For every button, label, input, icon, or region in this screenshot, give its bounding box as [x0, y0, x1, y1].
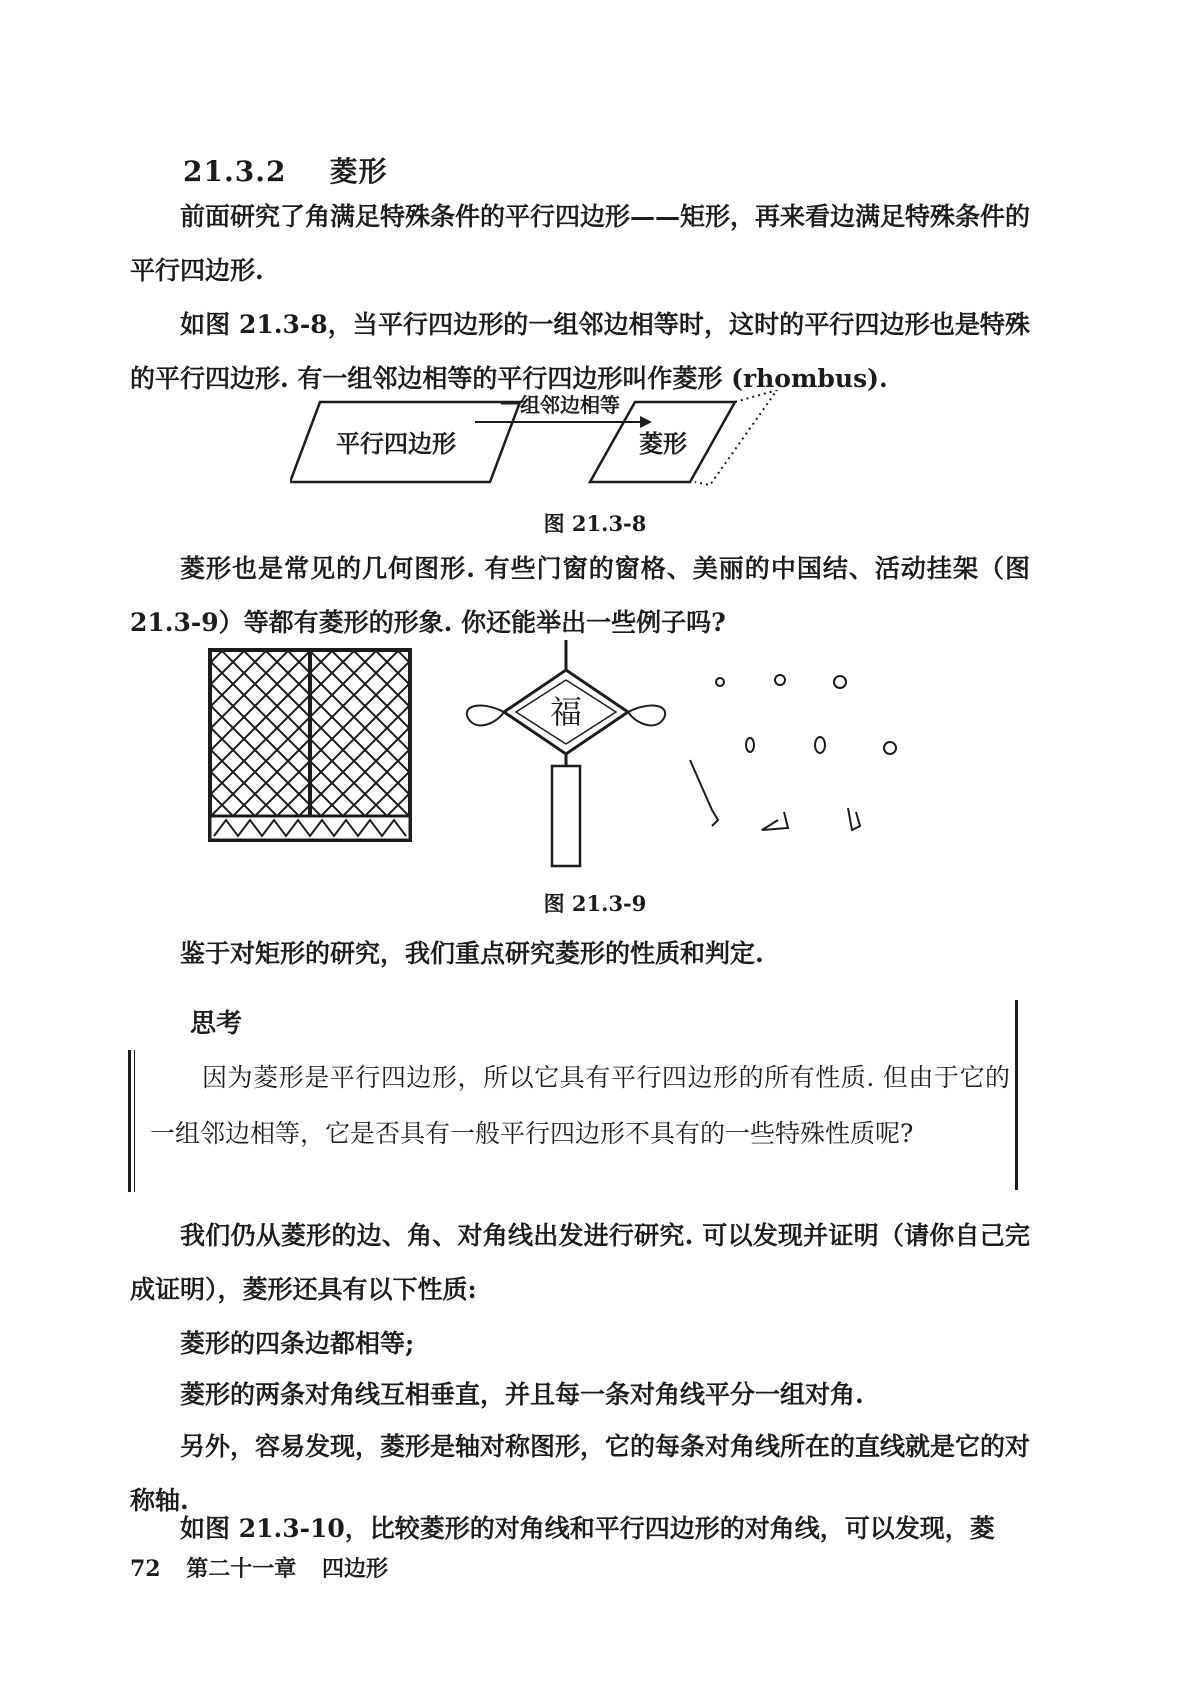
page-number: 72 — [130, 1556, 161, 1582]
paragraph-symmetry: 另外，容易发现，菱形是轴对称图形，它的每条对角线所在的直线就是它的对称轴. — [130, 1432, 1031, 1515]
figure-21-3-9 — [200, 640, 980, 880]
page-footer — [130, 1552, 406, 1583]
paragraph-focus: 鉴于对矩形的研究，我们重点研究菱形的性质和判定. — [180, 939, 764, 968]
paragraph-property-sides: 菱形的四条边都相等; — [180, 1329, 415, 1358]
section-title: 菱形 — [329, 155, 388, 188]
think-box-right-border — [1015, 1000, 1018, 1190]
paragraph-intro: 前面研究了角满足特殊条件的平行四边形——矩形，再来看边满足特殊条件的平行四边形. — [130, 202, 1031, 285]
think-box-left-border — [128, 1050, 135, 1192]
window-lattice-drawing — [210, 650, 410, 840]
rhombus-label: 菱形 — [639, 429, 687, 458]
chapter-label: 第二十一章 — [186, 1556, 297, 1582]
rhombus-dotted-extension — [695, 390, 777, 485]
paragraph-properties-intro: 我们仍从菱形的边、角、对角线出发进行研究. 可以发现并证明（请你自己完成证明），菱形还具有以下性质: — [130, 1221, 1030, 1304]
paragraph-compare: 如图 21.3-10，比较菱形的对角线和平行四边形的对角线，可以发现，菱 — [180, 1514, 995, 1543]
chinese-knot-drawing — [467, 640, 665, 866]
folding-rack-drawing — [690, 675, 896, 830]
parallelogram-label: 平行四边形 — [336, 429, 456, 458]
figure-caption-21-3-8: 图 21.3-8 — [543, 511, 647, 536]
paragraph-definition: 如图 21.3-8，当平行四边形的一组邻边相等时，这时的平行四边形也是特殊的平行四边形. 有一组邻边相等的平行四边形叫作菱形 (rhombus). — [130, 310, 1030, 393]
think-question-text: 因为菱形是平行四边形，所以它具有平行四边形的所有性质. 但由于它的一组邻边相等，它是否具有一般平行四边形不具有的一些特殊性质呢? — [150, 1063, 1010, 1148]
figure-21-3-8 — [290, 390, 850, 500]
arrow-head-icon — [640, 416, 652, 428]
figure-caption-21-3-9: 图 21.3-9 — [543, 891, 647, 916]
section-heading — [183, 150, 387, 190]
chapter-title: 四边形 — [321, 1556, 388, 1582]
section-number: 21.3.2 — [183, 155, 287, 188]
paragraph-examples: 菱形也是常见的几何图形. 有些门窗的窗格、美丽的中国结、活动挂架（图 21.3-9）等都有菱形的形象. 你还能举出一些例子吗? — [130, 554, 1030, 637]
paragraph-property-diagonals: 菱形的两条对角线互相垂直，并且每一条对角线平分一组对角. — [180, 1380, 864, 1409]
knot-character: 福 — [549, 693, 583, 731]
arrow-condition-label: 一组邻边相等 — [500, 393, 620, 417]
think-heading: 思考 — [190, 1009, 243, 1039]
